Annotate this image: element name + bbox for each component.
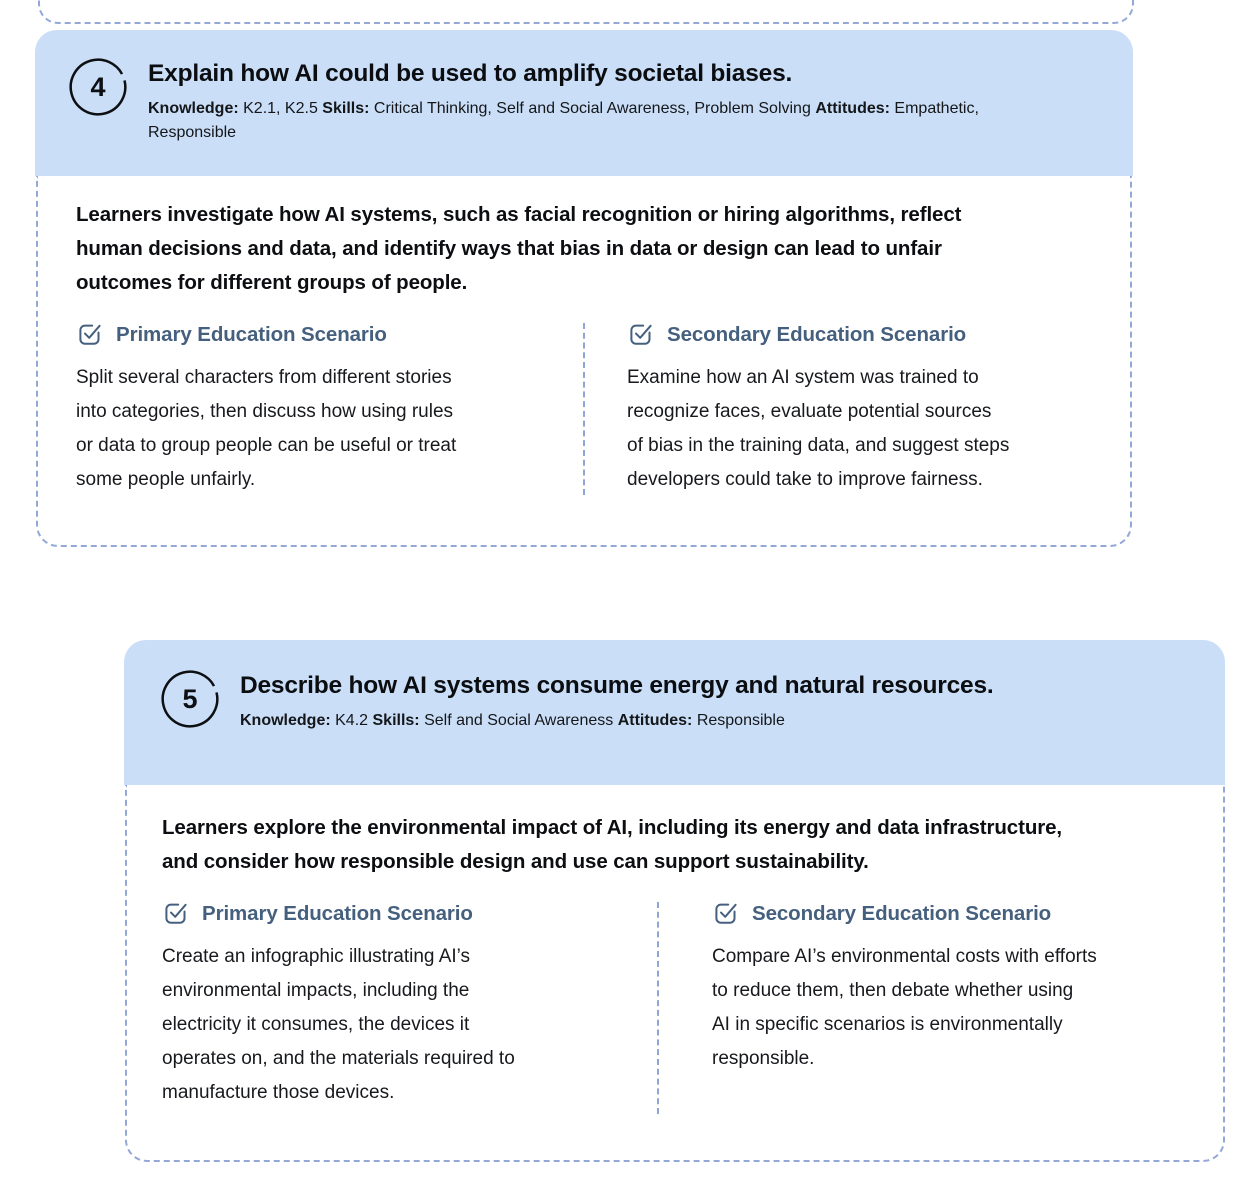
scenario-heading: Primary Education Scenario xyxy=(202,901,473,925)
scenario-text: Create an infographic illustrating AI’s environmental impacts, including the electricity it consumes, the devices it operates on, and the materials required to manufacture those devices. xyxy=(162,946,515,1103)
objective-card-header xyxy=(35,30,1133,176)
scenario-heading: Secondary Education Scenario xyxy=(752,901,1052,925)
scenario-heading-row xyxy=(627,321,1092,348)
meta-attitudes-label: Attitudes: xyxy=(617,712,693,729)
scenario-heading: Primary Education Scenario xyxy=(116,322,387,346)
objective-number: 4 xyxy=(90,71,106,102)
column-divider xyxy=(583,323,585,495)
meta-attitudes-value: Empathetic, xyxy=(894,100,979,117)
checkbox-check-icon xyxy=(162,900,189,927)
scenario-text: Examine how an AI system was trained to recognize faces, evaluate potential sources of bias in the training data, and suggest steps developers could take to improve fairness. xyxy=(627,367,1010,490)
objective-card-body xyxy=(36,176,1132,547)
objective-meta xyxy=(240,709,1200,733)
meta-knowledge-value: K2.1, K2.5 xyxy=(243,100,318,117)
scenario-heading-row xyxy=(712,900,1177,927)
objective-card-header xyxy=(124,640,1225,785)
objective-number: 5 xyxy=(182,683,198,714)
secondary-scenario-column xyxy=(712,900,1177,1114)
scenario-heading-row xyxy=(76,321,546,348)
primary-scenario-column xyxy=(76,321,546,497)
previous-card-bottom-edge xyxy=(38,0,1134,24)
meta-skills-value: Critical Thinking, Self and Social Awareness, Problem Solving xyxy=(373,100,811,117)
meta-knowledge-label: Knowledge: xyxy=(240,712,331,729)
meta-knowledge-label: Knowledge: xyxy=(148,100,239,117)
objective-description: Learners explore the environmental impact of AI, including its energy and data infrastructure, and consider how responsible design and use can support sustainability. xyxy=(162,816,1063,873)
objective-meta xyxy=(148,97,1098,145)
checkbox-check-icon xyxy=(627,321,654,348)
objective-meta-line xyxy=(148,97,1098,121)
objective-header-text xyxy=(148,58,1098,145)
checkbox-check-icon xyxy=(712,900,739,927)
objective-number-badge xyxy=(160,669,220,729)
scenario-columns xyxy=(162,900,1193,1114)
scenario-text: Compare AI’s environmental costs with efforts to reduce them, then debate whether using AI in specific scenarios is environmentally responsible. xyxy=(712,946,1097,1069)
meta-skills-label: Skills: xyxy=(322,100,370,117)
objective-card-body xyxy=(125,785,1225,1162)
meta-skills-value: Self and Social Awareness xyxy=(424,712,614,729)
checkbox-check-icon xyxy=(76,321,103,348)
meta-knowledge-value: K4.2 xyxy=(335,712,369,729)
objective-description: Learners investigate how AI systems, such as facial recognition or hiring algorithms, reflect human decisions and data, and identify ways that bias in data or design can lead to unfair outcomes for different groups of people. xyxy=(76,203,962,294)
meta-attitudes-value: Responsible xyxy=(696,712,785,729)
scenario-heading-row xyxy=(162,900,617,927)
objective-title: Describe how AI systems consume energy and natural resources. xyxy=(240,672,994,699)
scenario-columns xyxy=(76,321,1090,497)
meta-skills-label: Skills: xyxy=(372,712,420,729)
objective-number-badge xyxy=(68,57,128,117)
scenario-heading: Secondary Education Scenario xyxy=(667,322,967,346)
objective-header-text xyxy=(240,670,1200,733)
objective-meta-wrap-line: Responsible xyxy=(148,124,237,141)
column-divider xyxy=(657,902,659,1114)
primary-scenario-column xyxy=(162,900,617,1114)
meta-attitudes-label: Attitudes: xyxy=(815,100,890,117)
objective-title: Explain how AI could be used to amplify societal biases. xyxy=(148,60,793,87)
secondary-scenario-column xyxy=(627,321,1092,497)
objective-meta-line xyxy=(240,709,1200,733)
scenario-text: Split several characters from different stories into categories, then discuss how using rules or data to group people can be useful or treat some people unfairly. xyxy=(76,367,457,490)
